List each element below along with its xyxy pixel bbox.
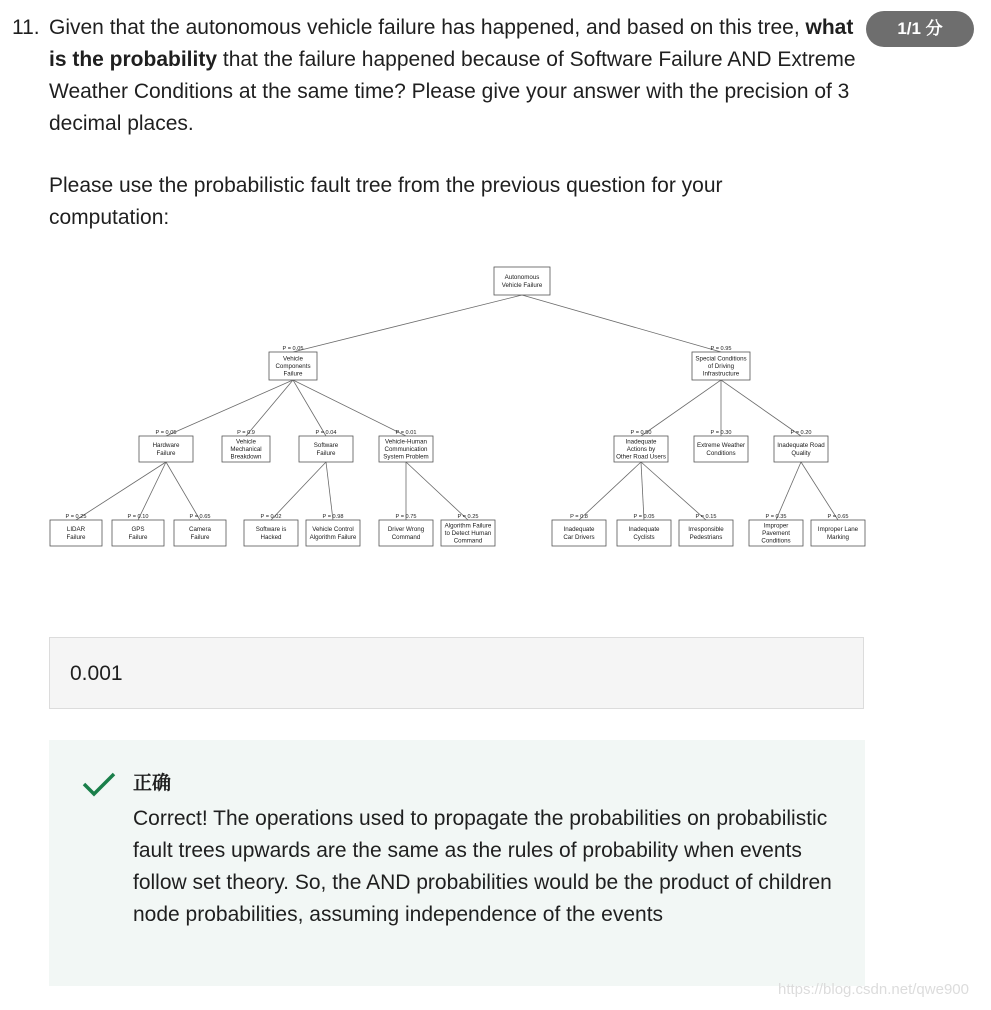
node-probability: P = 0.50 [630,430,652,436]
tree-node [614,430,668,462]
node-label: Mechanical [230,446,262,453]
tree-node [299,430,353,462]
node-label: Driver Wrong [387,526,425,534]
node-label: Failure [128,533,148,541]
tree-node [244,514,298,546]
node-probability: P = 0.10 [127,514,149,520]
tree-node [811,514,865,546]
tree-node [222,430,270,462]
node-label: Inadequate [563,526,595,534]
tree-node [617,514,671,546]
tree-node [774,430,828,462]
tree-node [112,514,164,546]
node-label: Extreme Weather [696,442,746,450]
node-label: Breakdown [230,453,262,461]
tree-edge [293,295,522,352]
tree-node [441,514,495,546]
node-label: Inadequate [628,526,660,534]
check-icon [81,770,117,798]
node-label: Conditions [706,449,736,457]
node-label: Algorithm Failure [444,522,492,530]
question-number: 11. [12,16,40,39]
node-probability: P = 0.05 [155,430,177,436]
tree-edge [166,380,293,436]
node-probability: P = 0.35 [765,514,787,520]
node-label: Improper Lane [817,526,859,534]
node-label: Failure [156,449,176,457]
node-label: Communication [384,446,428,453]
tree-node [692,346,750,380]
tree-node [50,514,102,546]
node-probability: P = 0.25 [457,514,479,520]
node-label: Vehicle [283,355,303,363]
feedback-text: Correct! The operations used to propagate the probabilities on probabilistic fault trees upwards are the same as the rules of probability when events follow set theory. So, the AND probabilities would be the product of children node probabilities, assuming independence of the events [133,807,832,926]
node-probability: P = 0.8 [570,514,588,520]
tree-edge [76,462,166,520]
question-text-bold: what is the probability [49,16,854,71]
node-probability: P = 0.65 [827,514,849,520]
tree-node [379,430,433,462]
node-probability: P = 0.9 [237,430,255,436]
tree-edge [166,462,200,520]
node-probability: P = 0.15 [695,514,717,520]
feedback-title: 正确 [133,773,172,794]
node-probability: P = 0.30 [710,430,732,436]
tree-edge [271,462,326,520]
node-label: Command [391,533,421,541]
question-text-part1: Given that the autonomous vehicle failure has happened, and based on this tree, [49,16,806,39]
node-label: Conditions [761,537,791,545]
node-label: Quality [791,449,811,457]
node-label: Infrastructure [702,370,740,378]
node-label: LIDAR [66,526,86,534]
tree-node [139,430,193,462]
tree-node [174,514,226,546]
node-label: Special Conditions [695,355,747,363]
node-label: System Problem [383,453,429,461]
watermark: https://blog.csdn.net/qwe900 [778,981,969,998]
tree-edge [579,462,641,520]
node-probability: P = 0.65 [189,514,211,520]
node-label: Hardware [152,442,180,450]
node-label: GPS [131,526,145,534]
node-label: of Driving [707,363,735,370]
tree-node [749,514,803,546]
tree-node [694,430,748,462]
node-label: Failure [316,449,336,457]
tree-edge [641,462,644,520]
node-label: to Detect Human [444,530,492,537]
node-label: Vehicle Control [312,526,354,534]
node-probability: P = 0.20 [790,430,812,436]
tree-node [494,267,550,295]
node-label: Components [275,363,311,370]
tree-edge [246,380,293,436]
node-label: Failure [190,533,210,541]
answer-field[interactable]: 0.001 [49,637,864,709]
question-instruction: Please use the probabilistic fault tree from the previous question for your computation: [49,174,723,229]
node-label: Cyclists [633,533,655,541]
node-label: Algorithm Failure [309,533,357,541]
node-label: Failure [283,370,303,378]
node-probability: P = 0.98 [322,514,344,520]
node-label: Software [313,442,339,450]
node-label: Improper [763,522,789,530]
node-label: Hacked [260,533,282,541]
tree-edge [641,380,721,436]
node-label: Pedestrians [689,533,723,541]
node-label: Other Road Users [616,453,666,461]
node-probability: P = 0.75 [395,514,417,520]
node-label: Pavement [762,530,790,537]
node-label: Vehicle [236,438,256,446]
node-probability: P = 0.25 [65,514,87,520]
node-probability: P = 0.01 [395,430,417,436]
node-label: Irresponsible [688,526,724,534]
node-label: Camera [188,526,212,534]
node-label: Autonomous [504,274,540,282]
node-label: Command [453,537,483,545]
tree-edge [641,462,706,520]
node-label: Actions by [626,446,656,453]
feedback-panel [49,740,865,986]
node-probability: P = 0.95 [710,346,732,352]
node-label: Inadequate Road [777,442,825,450]
node-label: Car Drivers [563,533,595,541]
tree-node [679,514,733,546]
node-label: Failure [66,533,86,541]
tree-edge [326,462,333,520]
node-probability: P = 0.04 [315,430,337,436]
tree-edge [801,462,838,520]
node-probability: P = 0.02 [260,514,282,520]
question-text-part2: that the failure happened because of Software Failure AND Extreme Weather Conditions at the same time? Please give your answer with the precision of 3 decimal places. [49,48,856,135]
node-label: Software is [255,526,287,534]
node-label: Vehicle Failure [501,281,543,289]
node-probability: P = 0.05 [282,346,304,352]
tree-node [552,514,606,546]
tree-node [306,514,360,546]
score-badge: 1/1 分 [866,11,974,47]
fault-tree-diagram [48,264,870,554]
node-label: Vehicle-Human [385,438,427,446]
tree-edge [721,380,801,436]
question-text [49,12,857,140]
tree-edge [776,462,801,520]
node-probability: P = 0.05 [633,514,655,520]
tree-node [379,514,433,546]
tree-node [269,346,317,380]
tree-edge [522,295,721,352]
tree-edge [406,462,468,520]
node-label: Inadequate [625,438,657,446]
node-label: Marking [826,533,850,541]
